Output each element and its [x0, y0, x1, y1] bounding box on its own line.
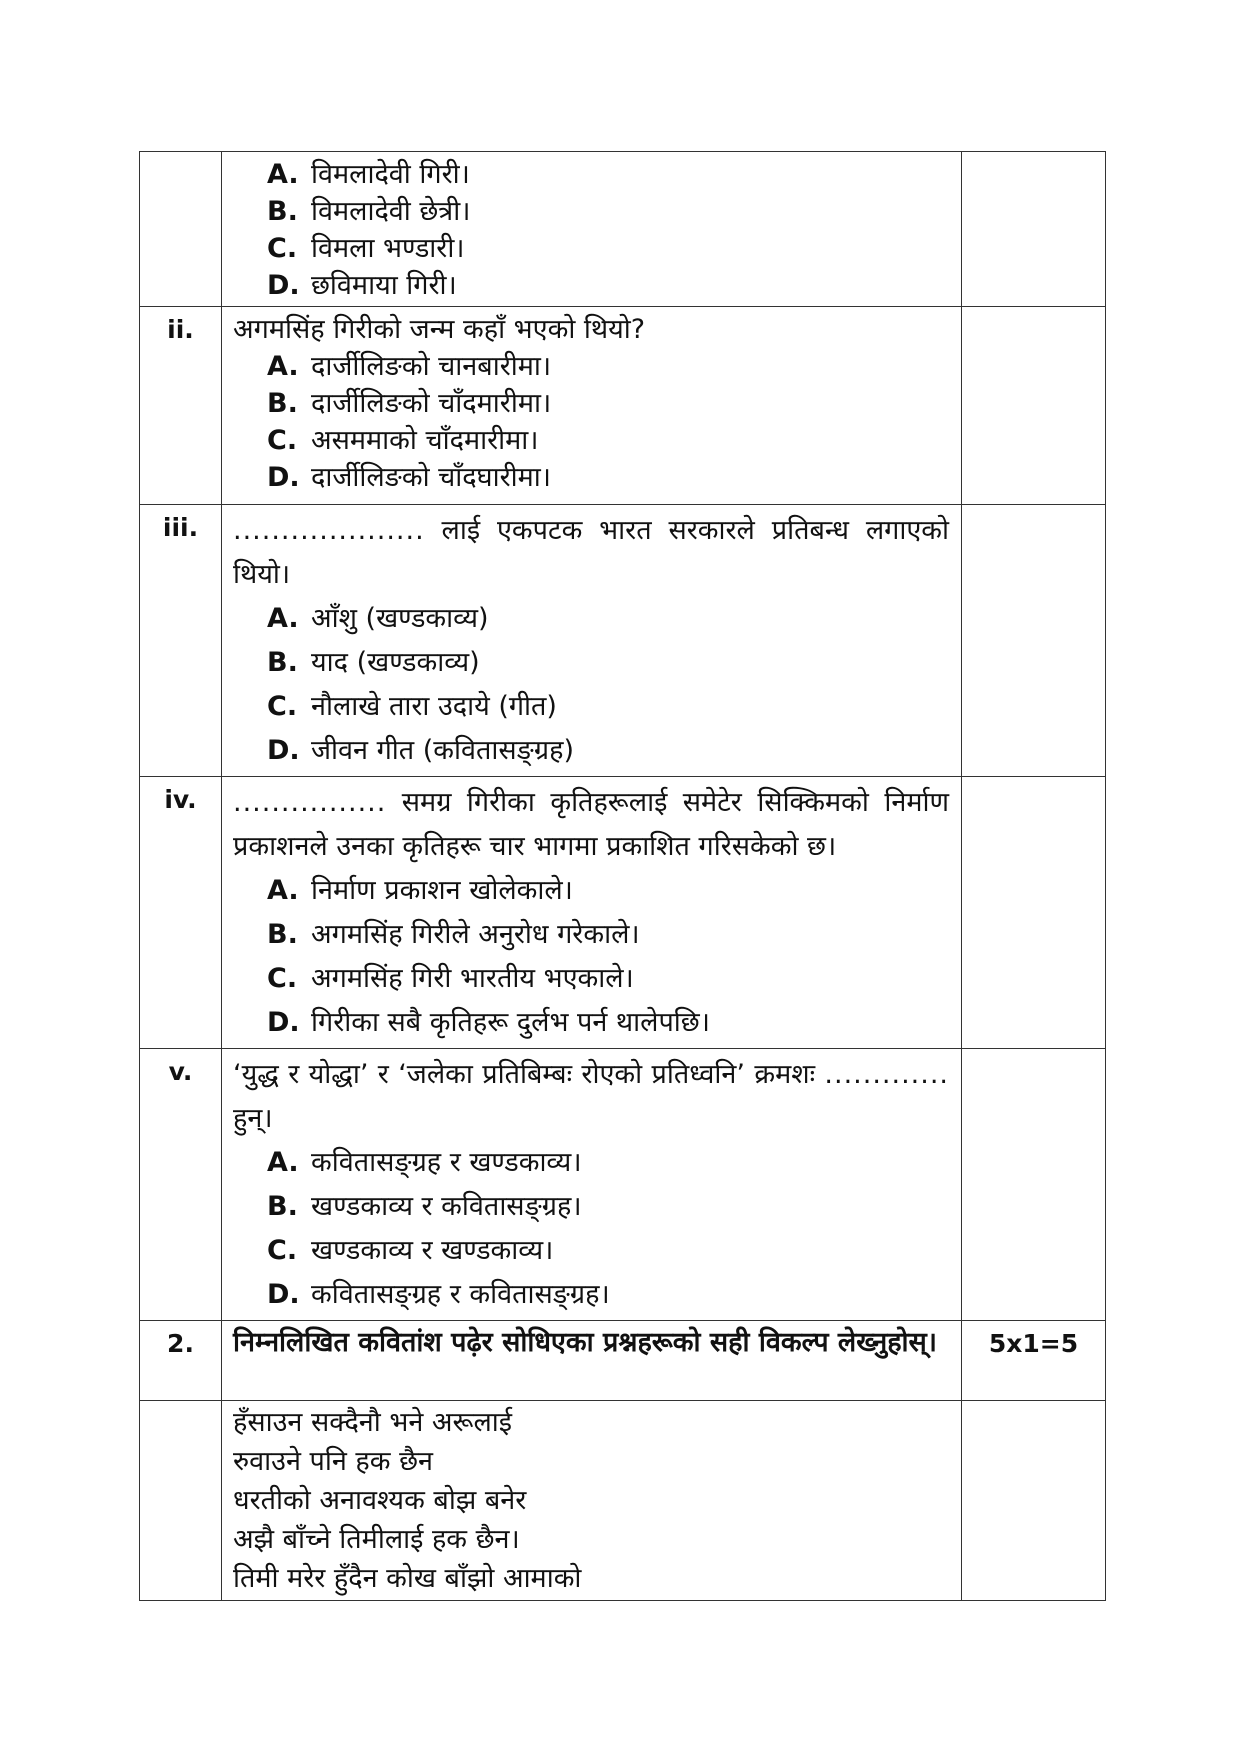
poem-cell	[222, 1401, 962, 1601]
section-instruction: निम्नलिखित कवितांश पढ़ेर सोधिएका प्रश्नहरूको सही विकल्प लेख्नुहोस्।	[233, 1327, 938, 1358]
option-item: C. विमला भण्डारी।	[267, 233, 465, 264]
option-list	[233, 869, 949, 1045]
question-cell	[222, 505, 962, 777]
option-item: A. दार्जीलिङको चानबारीमा।	[267, 351, 552, 382]
marks-cell	[962, 1049, 1106, 1321]
table-row	[140, 777, 1106, 1049]
question-number: v.	[140, 1049, 222, 1321]
marks-cell	[962, 505, 1106, 777]
poem-line: रुवाउने पनि हक छैन	[233, 1446, 433, 1477]
marks-cell	[962, 152, 1106, 307]
option-item: A. आँशु (खण्डकाव्य)	[267, 603, 489, 634]
blank-dots: .............	[824, 1059, 949, 1090]
blank-dots: ................	[233, 787, 387, 818]
question-number: 2.	[140, 1321, 222, 1401]
poem-line: हँसाउन सक्दैनौ भने अरूलाई	[233, 1407, 513, 1438]
question-cell	[222, 152, 962, 307]
option-item: D. जीवन गीत (कवितासङ्ग्रह)	[267, 735, 574, 766]
option-item: B. खण्डकाव्य र कवितासङ्ग्रह।	[267, 1191, 582, 1222]
option-item: C. अगमसिंह गिरी भारतीय भएकाले।	[267, 963, 634, 994]
option-item: D. कवितासङ्ग्रह र कवितासङ्ग्रह।	[267, 1279, 610, 1310]
poem-line: धरतीको अनावश्यक बोझ बनेर	[233, 1485, 527, 1516]
question-text: .................... लाई एकपटक भारत सरकारले प्रतिबन्ध लगाएको थियो।	[233, 515, 949, 590]
option-item: D. गिरीका सबै कृतिहरू दुर्लभ पर्न थालेपछि।	[267, 1007, 710, 1038]
poem-row	[140, 1401, 1106, 1601]
option-item: C. असममाको चाँदमारीमा।	[267, 425, 539, 456]
option-list	[233, 348, 949, 496]
instruction-cell	[222, 1321, 962, 1401]
table-row	[140, 1049, 1106, 1321]
question-cell	[222, 307, 962, 505]
question-number: ii.	[140, 307, 222, 505]
option-item: A. कवितासङ्ग्रह र खण्डकाव्य।	[267, 1147, 582, 1178]
question-text: अगमसिंह गिरीको जन्म कहाँ भएको थियो?	[233, 314, 646, 345]
question-number: iii.	[140, 505, 222, 777]
question-cell	[222, 777, 962, 1049]
option-item: D. दार्जीलिङको चाँदघारीमा।	[267, 462, 551, 493]
question-cell	[222, 1049, 962, 1321]
option-item: B. दार्जीलिङको चाँदमारीमा।	[267, 388, 552, 419]
poem-line: तिमी मरेर हुँदैन कोख बाँझो आमाको	[233, 1563, 582, 1594]
poem-line: अझै बाँच्ने तिमीलाई हक छैन।	[233, 1524, 520, 1555]
option-item: B. विमलादेवी छेत्री।	[267, 196, 471, 227]
option-item: A. निर्माण प्रकाशन खोलेकाले।	[267, 875, 573, 906]
option-item: A. विमलादेवी गिरी।	[267, 159, 470, 190]
question-text: ................ समग्र गिरीका कृतिहरूलाई समेटेर सिक्किमको निर्माण प्रकाशनले उनका कृतिहरू चार भागमा प्रकाशित गरिसकेको छ।	[233, 787, 949, 862]
table-row	[140, 152, 1106, 307]
question-number-cell	[140, 152, 222, 307]
marks-value: 5x1=5	[962, 1321, 1106, 1401]
question-table	[139, 151, 1106, 1601]
option-item: C. नौलाखे तारा उदाये (गीत)	[267, 691, 557, 722]
question-text: ‘युद्ध र योद्धा’ र ‘जलेका प्रतिबिम्बः रोएको प्रतिध्वनि’ क्रमशः ............. हुन्।	[233, 1059, 949, 1134]
option-list	[233, 597, 949, 773]
marks-cell	[962, 1401, 1106, 1601]
marks-cell	[962, 777, 1106, 1049]
option-item: B. याद (खण्डकाव्य)	[267, 647, 480, 678]
question-number: iv.	[140, 777, 222, 1049]
blank-dots: ....................	[233, 515, 425, 546]
option-item: C. खण्डकाव्य र खण्डकाव्य।	[267, 1235, 554, 1266]
section-heading-row	[140, 1321, 1106, 1401]
option-item: D. छविमाया गिरी।	[267, 270, 457, 301]
table-row	[140, 505, 1106, 777]
question-number-cell	[140, 1401, 222, 1601]
option-list	[233, 1141, 949, 1317]
option-list	[233, 156, 949, 304]
table-row	[140, 307, 1106, 505]
option-item: B. अगमसिंह गिरीले अनुरोध गरेकाले।	[267, 919, 640, 950]
marks-cell	[962, 307, 1106, 505]
